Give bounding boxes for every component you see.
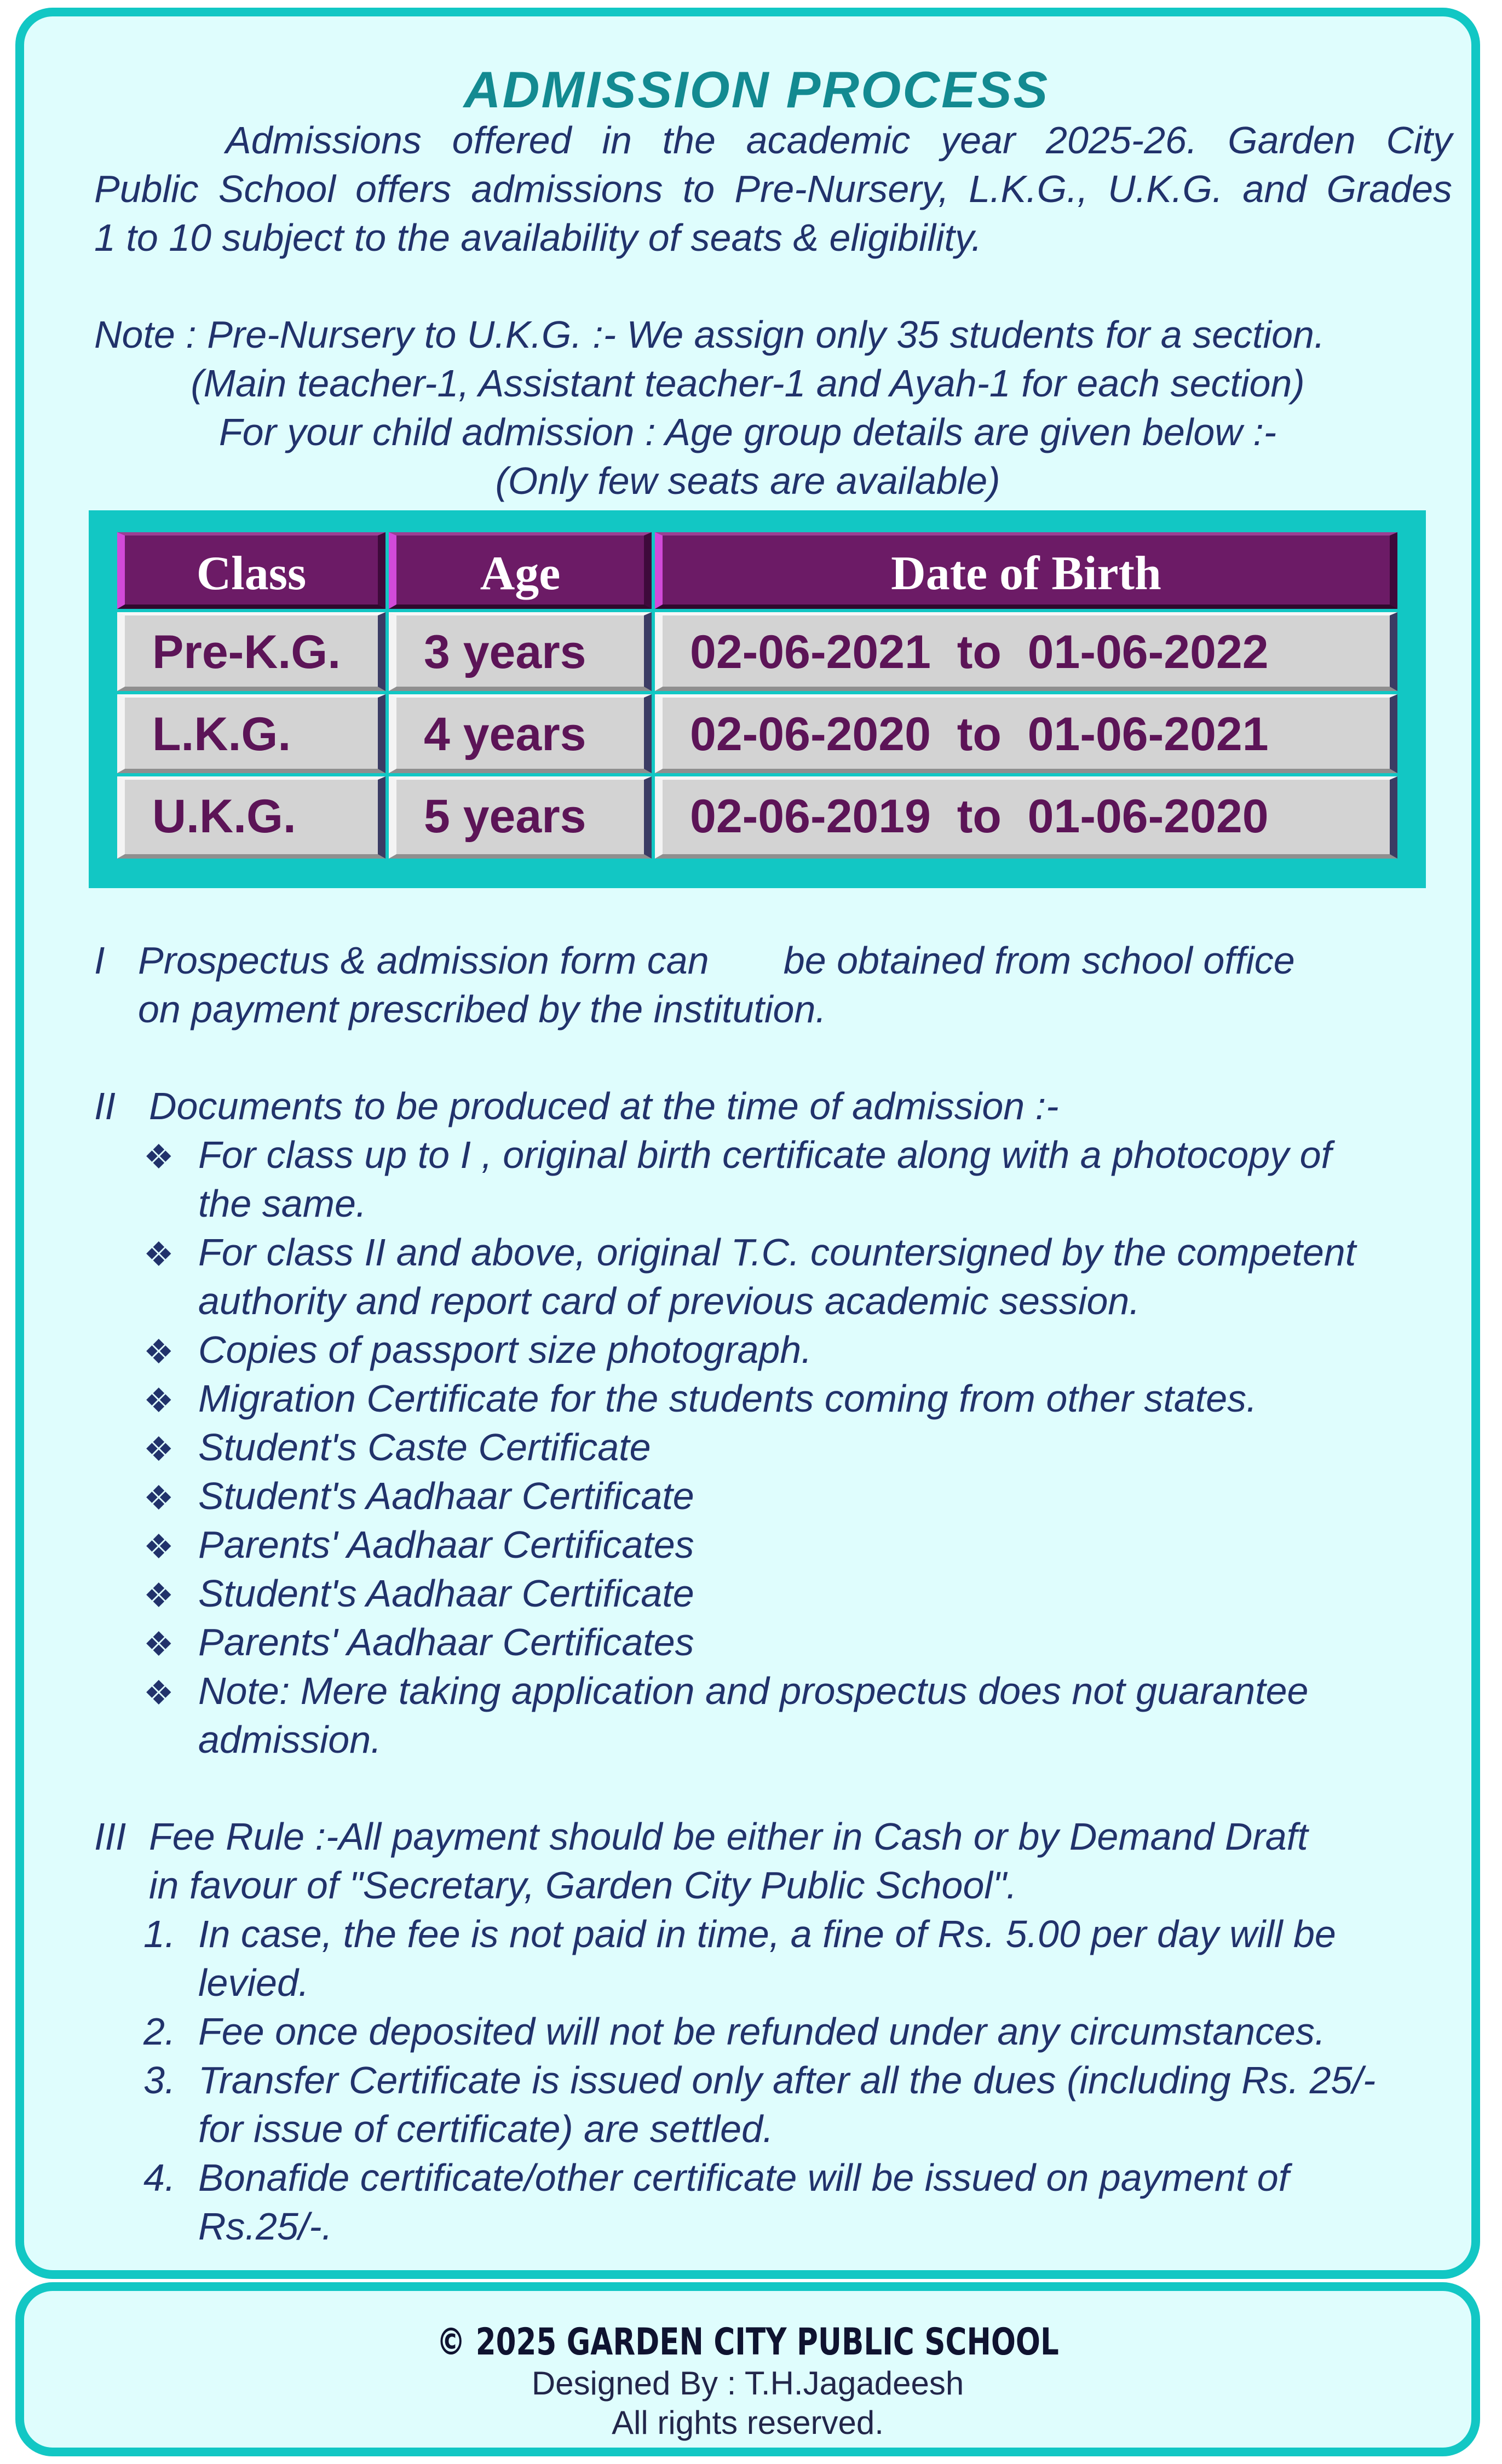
list-item: Note: Mere taking application and prospectus does not guarantee	[198, 1669, 1309, 1712]
note-line-3: For your child admission : Age group details are given below :-	[218, 411, 1277, 453]
intro-line-3: 1 to 10 subject to the availability of seats & eligibility.	[94, 216, 982, 259]
section-2-heading: Documents to be produced at the time of admission :-	[149, 1085, 1059, 1127]
table-header-class: Class	[117, 532, 385, 609]
four-diamond-bullet-icon: ❖	[143, 1674, 174, 1712]
list-item: Student's Aadhaar Certificate	[198, 1572, 694, 1615]
list-item: Transfer Certificate is issued only after all the dues (including Rs. 25/-	[198, 2059, 1376, 2102]
list-item: Student's Aadhaar Certificate	[198, 1475, 694, 1517]
list-item: Parents' Aadhaar Certificates	[198, 1621, 694, 1663]
footer	[15, 2282, 1480, 2456]
list-item: Parents' Aadhaar Certificates	[198, 1523, 694, 1566]
copyright-text: © 2025 GARDEN CITY PUBLIC SCHOOL	[436, 2321, 1059, 2364]
list-number: 4.	[143, 2156, 176, 2199]
table-header-age: Age	[389, 532, 652, 609]
list-item-cont: levied.	[198, 1961, 309, 2004]
four-diamond-bullet-icon: ❖	[143, 1528, 174, 1566]
table-cell-age: 3 years	[389, 612, 652, 691]
age-group-table	[89, 510, 1426, 888]
note-line-4: (Only few seats are available)	[495, 459, 1000, 502]
section-1-line-2: on payment prescribed by the institution.	[138, 988, 826, 1030]
four-diamond-bullet-icon: ❖	[143, 1333, 174, 1371]
four-diamond-bullet-icon: ❖	[143, 1431, 174, 1469]
section-2-numeral: II	[94, 1085, 116, 1127]
page-title: ADMISSION PROCESS	[463, 61, 1050, 118]
table-cell-class: U.K.G.	[117, 776, 385, 859]
section-1-numeral: I	[94, 939, 105, 982]
table-cell-dob: 02-06-2020 to 01-06-2021	[655, 694, 1397, 773]
list-item: In case, the fee is not paid in time, a fine of Rs. 5.00 per day will be	[198, 1913, 1336, 1955]
list-number: 2.	[143, 2010, 176, 2053]
four-diamond-bullet-icon: ❖	[143, 1479, 174, 1517]
designer-credit: Designed By : T.H.Jagadeesh	[531, 2365, 964, 2402]
section-1-line-1: Prospectus & admission form can be obtained from school office	[138, 939, 1295, 982]
section-3-numeral: III	[94, 1815, 126, 1858]
four-diamond-bullet-icon: ❖	[143, 1382, 174, 1420]
note-line-2: (Main teacher-1, Assistant teacher-1 and Ayah-1 for each section)	[191, 362, 1305, 405]
list-number: 3.	[143, 2059, 176, 2102]
list-item: Student's Caste Certificate	[198, 1426, 651, 1469]
section-3-heading-2: in favour of "Secretary, Garden City Public School".	[149, 1864, 1017, 1907]
table-cell-age: 5 years	[389, 776, 652, 859]
section-3-heading-1: Fee Rule :-All payment should be either in Cash or by Demand Draft	[149, 1815, 1308, 1858]
rights-text: All rights reserved.	[612, 2404, 884, 2441]
four-diamond-bullet-icon: ❖	[143, 1236, 174, 1274]
list-item: For class II and above, original T.C. countersigned by the competent	[198, 1231, 1356, 1274]
admission-panel	[15, 8, 1480, 2279]
list-item: For class up to I , original birth certificate along with a photocopy of	[198, 1133, 1332, 1176]
list-item-cont: authority and report card of previous academic session.	[198, 1280, 1140, 1322]
intro-line-2: Public School offers admissions to Pre-Nursery, L.K.G., U.K.G. and Grades	[94, 168, 1452, 210]
table-cell-dob: 02-06-2021 to 01-06-2022	[655, 612, 1397, 691]
table-cell-dob: 02-06-2019 to 01-06-2020	[655, 776, 1397, 859]
four-diamond-bullet-icon: ❖	[143, 1577, 174, 1615]
table-cell-class: Pre-K.G.	[117, 612, 385, 691]
list-item-cont: the same.	[198, 1182, 367, 1225]
four-diamond-bullet-icon: ❖	[143, 1138, 174, 1176]
table-header-dob: Date of Birth	[655, 532, 1397, 609]
list-item-cont: Rs.25/-.	[198, 2205, 333, 2248]
list-item: Fee once deposited will not be refunded under any circumstances.	[198, 2010, 1326, 2053]
table-cell-class: L.K.G.	[117, 694, 385, 773]
four-diamond-bullet-icon: ❖	[143, 1626, 174, 1663]
list-item-cont: admission.	[198, 1718, 382, 1761]
list-item: Migration Certificate for the students coming from other states.	[198, 1377, 1257, 1420]
list-number: 1.	[143, 1913, 176, 1955]
list-item: Copies of passport size photograph.	[198, 1328, 812, 1371]
note-line-1: Note : Pre-Nursery to U.K.G. :- We assign only 35 students for a section.	[94, 313, 1325, 356]
list-item-cont: for issue of certificate) are settled.	[198, 2108, 774, 2150]
table-cell-age: 4 years	[389, 694, 652, 773]
intro-line-1: Admissions offered in the academic year 2025-26. Garden City	[226, 119, 1452, 162]
list-item: Bonafide certificate/other certificate will be issued on payment of	[198, 2156, 1290, 2199]
